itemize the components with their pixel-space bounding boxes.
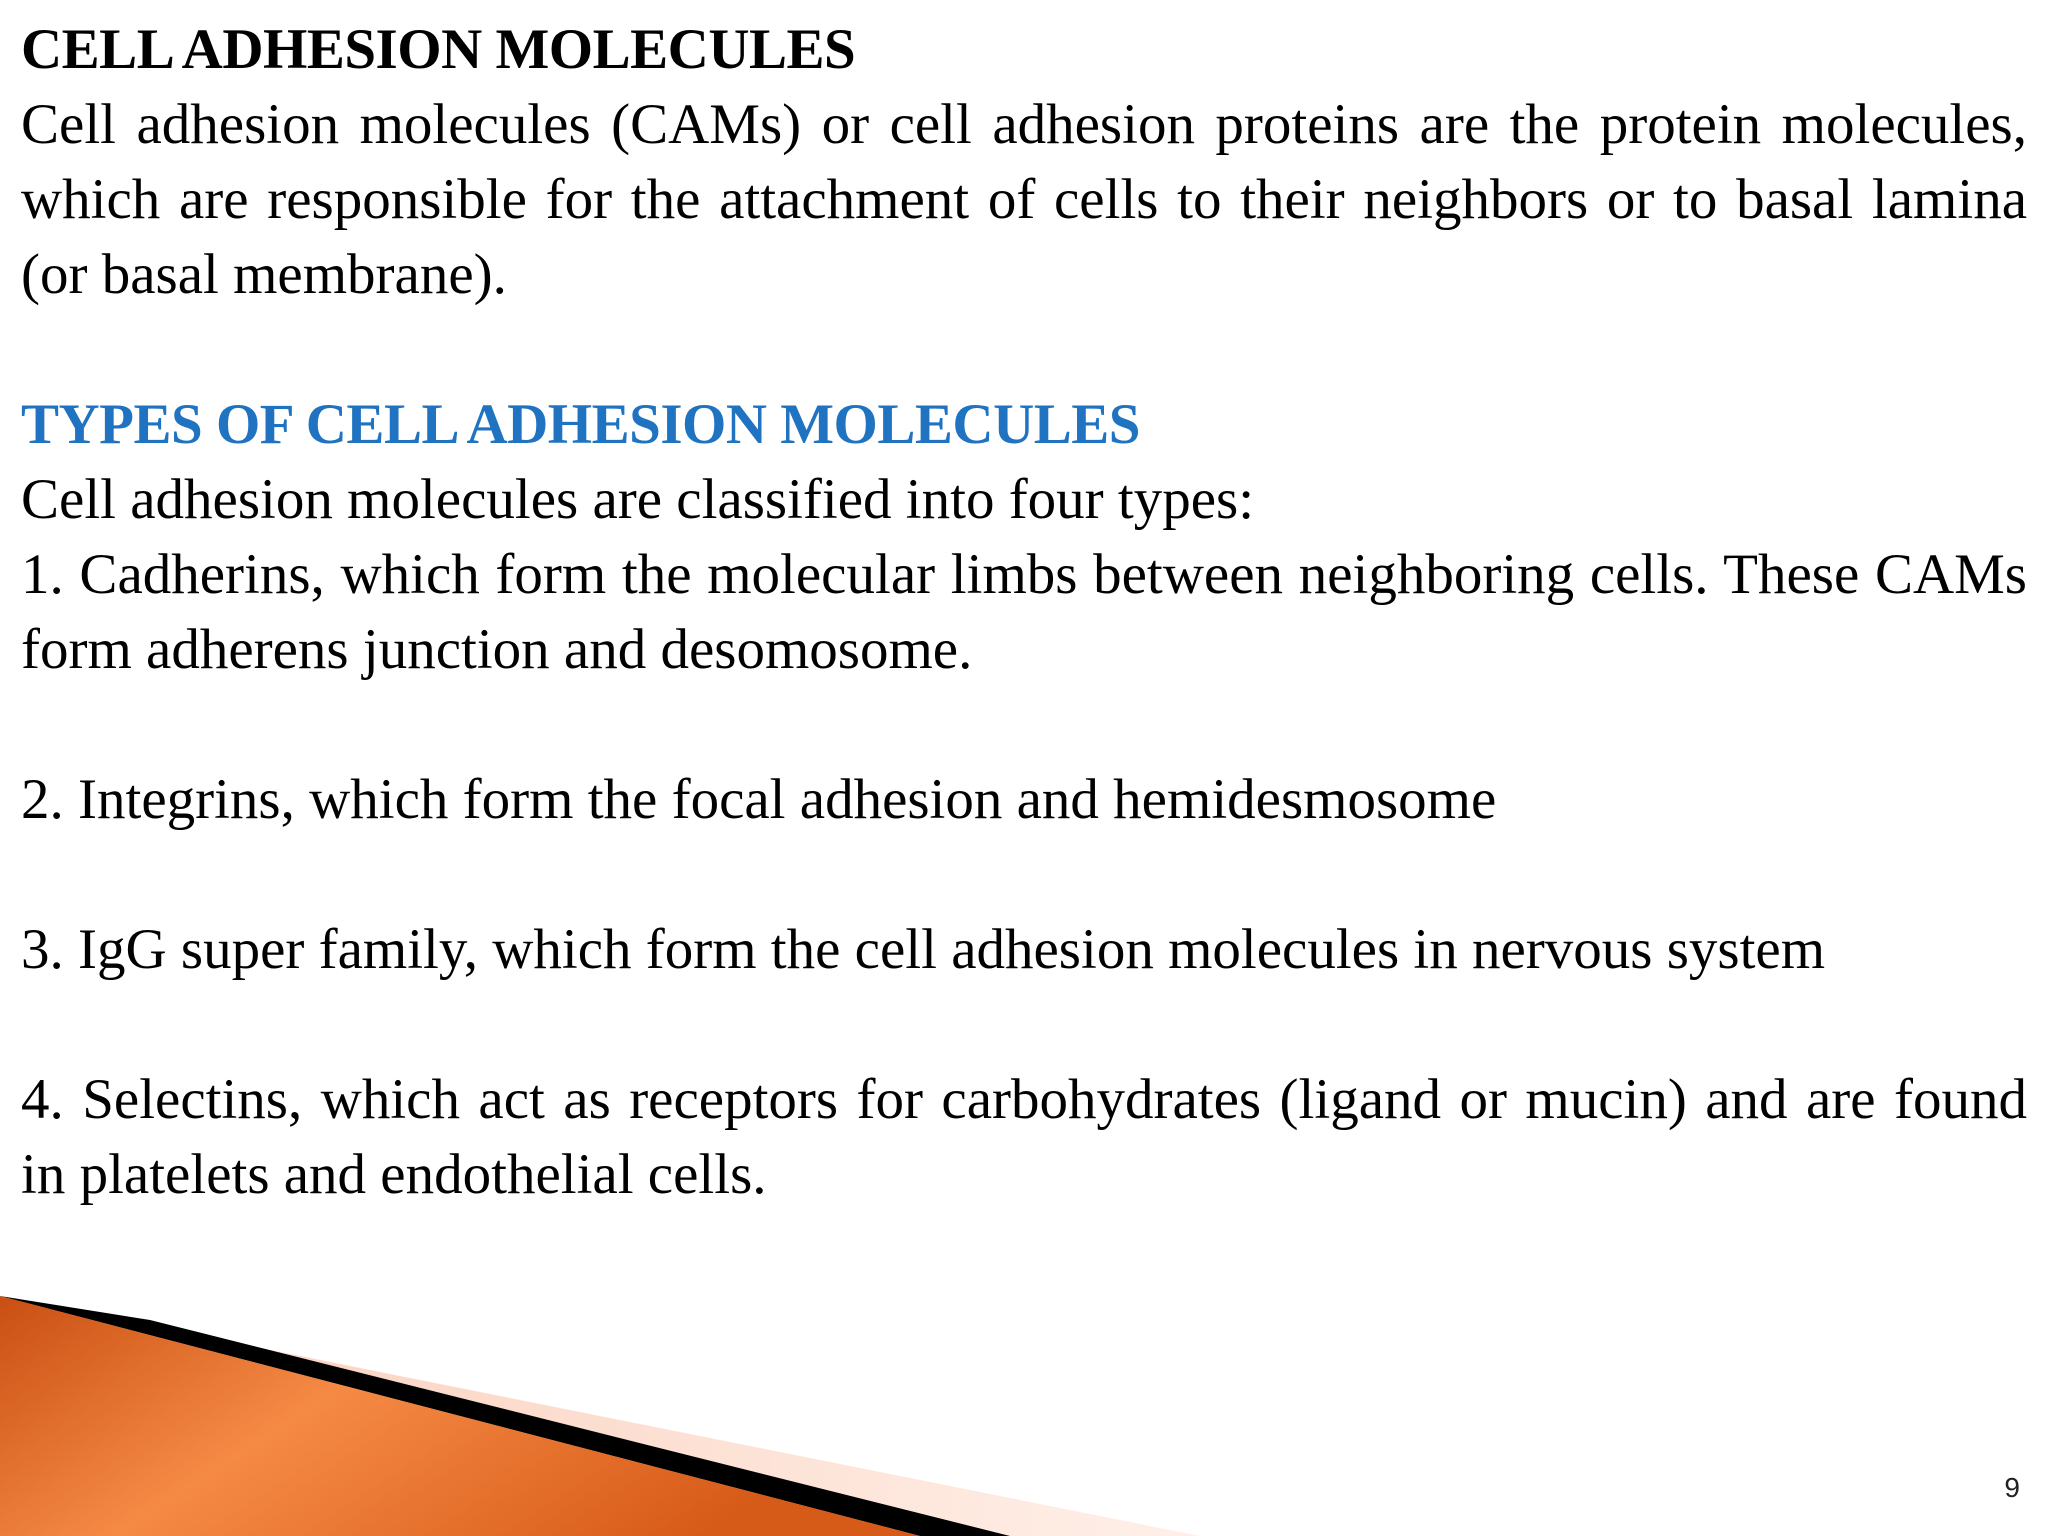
type-item-igg: 3. IgG super family, which form the cell adhesion molecules in nervous system	[21, 918, 1826, 981]
spacer	[21, 987, 2027, 1062]
type-item-cadherins: 1. Cadherins, which form the molecular limbs between neighboring cells. These CAMs form adherens junction and desomosome.	[21, 543, 2027, 681]
spacer	[21, 312, 2027, 387]
types-intro: Cell adhesion molecules are classified into four types:	[21, 468, 1255, 531]
intro-paragraph: Cell adhesion molecules (CAMs) or cell adhesion proteins are the protein molecules, which are responsible for the attachment of cells to their neighbors or to basal lamina (or basal membrane).	[21, 93, 2027, 306]
page-number: 9	[2004, 1472, 2020, 1503]
spacer	[21, 837, 2027, 912]
orange-swoosh-band	[0, 1296, 920, 1536]
types-heading: TYPES OF CELL ADHESION MOLECULES	[21, 393, 1140, 456]
slide-content	[21, 12, 2027, 1212]
type-item-selectins: 4. Selectins, which act as receptors for carbohydrates (ligand or mucin) and are found in platelets and endothelial cells.	[21, 1068, 2027, 1206]
spacer	[21, 687, 2027, 762]
slide-title: CELL ADHESION MOLECULES	[21, 18, 856, 81]
type-item-integrins: 2. Integrins, which form the focal adhesion and hemidesmosome	[21, 768, 1497, 831]
